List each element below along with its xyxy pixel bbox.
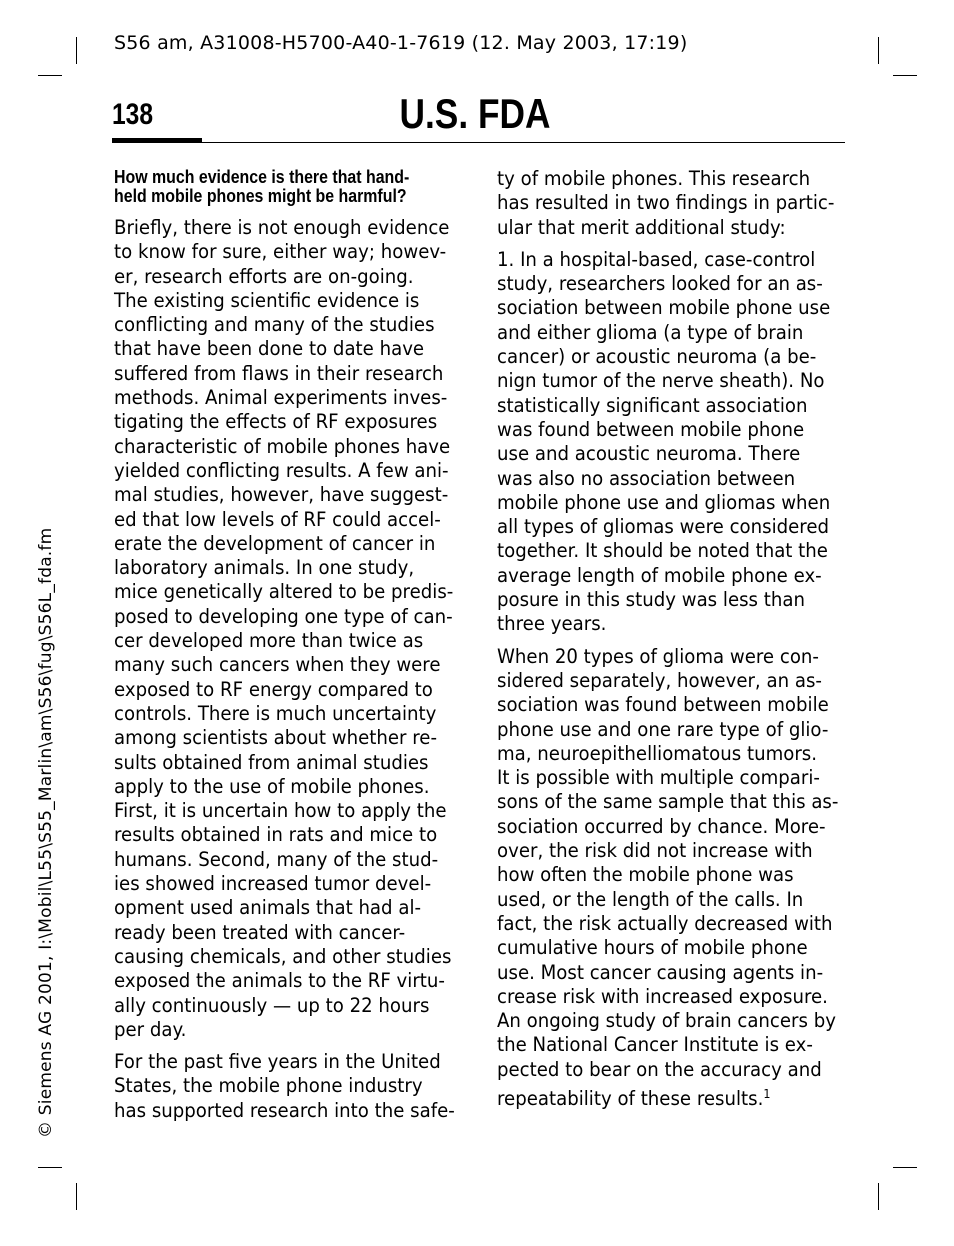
text-line <box>497 693 834 717</box>
text-line <box>114 969 449 993</box>
file-info-header: S56 am, A31008-H5700-A40-1-7619 (12. May 2003, 17:19) <box>114 32 688 54</box>
crop-mark <box>76 1183 77 1210</box>
text-line-content: together. It should be noted that the <box>497 539 828 563</box>
text-line-content: study, researchers looked for an as- <box>497 272 823 296</box>
text-line <box>497 345 834 369</box>
text-line-content: statistically significant association <box>497 393 808 417</box>
text-line-content: sons of the same sample that this as- <box>497 790 839 814</box>
text-line-content: erate the development of cancer in <box>114 531 436 555</box>
text-line <box>114 872 449 896</box>
text-line <box>114 799 449 823</box>
text-line <box>497 815 834 839</box>
text-line-content: repeatability of these results. <box>497 1086 764 1110</box>
text-line <box>114 994 449 1018</box>
text-line <box>114 410 449 434</box>
text-line-content: use and acoustic neuroma. There <box>497 442 801 466</box>
crop-mark <box>893 1167 917 1168</box>
text-line-content: exposed the animals to the RF virtu- <box>114 969 445 993</box>
paragraph <box>114 1050 474 1123</box>
text-line <box>114 726 449 750</box>
text-line <box>114 751 449 775</box>
text-line-content: opment used animals that had al- <box>114 896 422 920</box>
footnote-marker: 1 <box>763 1086 771 1101</box>
text-line <box>497 442 834 466</box>
text-line <box>497 296 834 320</box>
text-line <box>114 313 449 337</box>
paragraph <box>497 644 859 1110</box>
text-line <box>114 921 449 945</box>
text-line-content: yielded conflicting results. A few ani- <box>114 458 449 482</box>
text-line <box>114 362 449 386</box>
text-line <box>114 483 449 507</box>
text-line <box>114 265 449 289</box>
text-line-content: cumulative hours of mobile phone <box>497 936 808 960</box>
text-line-content: characteristic of mobile phones have <box>114 434 451 458</box>
text-line <box>497 191 834 215</box>
text-line-content: suffered from flaws in their research <box>114 361 444 385</box>
text-line-content: conflicting and many of the studies <box>114 313 435 337</box>
text-line-content: has supported research into the safe- <box>114 1098 455 1122</box>
text-line-content: to know for sure, either way; howev- <box>114 240 447 264</box>
text-line-content: average length of mobile phone ex- <box>497 563 822 587</box>
text-line-content: per day. <box>114 1017 187 1041</box>
paragraph <box>114 216 474 1042</box>
text-line-content: phone use and one rare type of glio- <box>497 717 829 741</box>
text-line <box>497 863 834 887</box>
text-line <box>497 718 834 742</box>
text-line-content: laboratory animals. In one study, <box>114 556 415 580</box>
text-line-content: all types of gliomas were considered <box>497 515 830 539</box>
text-line <box>497 985 834 1009</box>
text-line <box>114 240 449 264</box>
text-line-content: apply to the use of mobile phones. <box>114 774 430 798</box>
text-line <box>114 1098 455 1123</box>
text-line-content: sults obtained from animal studies <box>114 750 429 774</box>
text-line <box>497 515 834 539</box>
text-line <box>114 775 449 799</box>
text-line <box>497 167 834 191</box>
paragraph <box>497 248 859 637</box>
text-line-content: The existing scientific evidence is <box>114 288 420 312</box>
text-line-content: sociation was found between mobile <box>497 693 829 717</box>
text-line <box>497 766 834 790</box>
text-line <box>497 369 834 393</box>
page-number: 138 <box>112 98 154 131</box>
text-line <box>114 459 449 483</box>
text-line <box>114 508 449 532</box>
crop-mark <box>38 75 62 76</box>
text-line-content: First, it is uncertain how to apply the <box>114 799 447 823</box>
text-line-content: exposed to RF energy compared to <box>114 677 433 701</box>
text-line <box>114 702 449 726</box>
text-line-content: was found between mobile phone <box>497 417 805 441</box>
text-line-content: ed that low levels of RF could accel- <box>114 507 441 531</box>
text-line-content: use. Most cancer causing agents in- <box>497 960 824 984</box>
text-line-content: mal studies, however, have suggest- <box>114 483 449 507</box>
text-line <box>114 435 449 459</box>
side-copyright: © Siemens AG 2001, I:\Mobil\L55\S55_Marlin\am\S56\fug\S56L_fda.fm <box>36 527 56 1138</box>
text-line <box>114 653 449 677</box>
text-line-content: sociation occurred by chance. More- <box>497 814 826 838</box>
text-line-content: three years. <box>497 612 607 636</box>
text-line <box>497 491 834 515</box>
text-line-content: It is possible with multiple compari- <box>497 766 820 790</box>
text-line-content: 1. In a hospital-based, case-control <box>497 247 816 271</box>
text-line <box>497 839 834 863</box>
text-line <box>114 944 452 969</box>
text-line <box>114 216 449 240</box>
text-line-content: sidered separately, however, an as- <box>497 668 822 692</box>
crop-mark <box>878 1183 879 1210</box>
text-line <box>497 539 834 563</box>
heading-line: How much evidence is there that hand- <box>114 166 410 187</box>
text-line <box>497 394 834 418</box>
text-line <box>114 896 449 920</box>
text-line-content: controls. There is much uncertainty <box>114 701 437 725</box>
text-line <box>114 1018 449 1042</box>
text-line-content: causing chemicals, and other studies <box>114 944 452 968</box>
text-line-content: ready been treated with cancer- <box>114 920 406 944</box>
crop-mark <box>878 37 879 64</box>
text-line <box>497 1058 834 1082</box>
text-line-content: among scientists about whether re- <box>114 726 437 750</box>
text-line-content: pected to bear on the accuracy and <box>497 1057 822 1081</box>
text-line-content: mice genetically altered to be predis- <box>114 580 454 604</box>
text-line-content: many such cancers when they were <box>114 653 441 677</box>
text-line <box>114 823 449 847</box>
text-line <box>497 216 834 240</box>
text-line <box>497 272 834 296</box>
text-line <box>497 888 834 912</box>
text-line-content: States, the mobile phone industry <box>114 1074 423 1098</box>
text-line <box>114 604 453 629</box>
text-line <box>497 321 834 345</box>
text-line-content: over, the risk did not increase with <box>497 839 813 863</box>
text-line-content: cancer) or acoustic neuroma (a be- <box>497 345 817 369</box>
text-line <box>114 1050 449 1074</box>
text-line <box>114 629 449 653</box>
text-line <box>114 289 449 313</box>
text-line <box>114 532 449 556</box>
text-line <box>497 467 834 491</box>
text-line-content: cer developed more than twice as <box>114 629 424 653</box>
text-line-content: used, or the length of the calls. In <box>497 887 804 911</box>
text-line <box>497 564 834 588</box>
crop-mark <box>76 37 77 64</box>
text-line <box>497 1009 834 1033</box>
text-line-content: results obtained in rats and mice to <box>114 823 438 847</box>
text-line <box>497 912 834 936</box>
crop-mark <box>38 1167 62 1168</box>
right-column <box>497 167 859 1114</box>
text-line <box>114 1074 449 1098</box>
text-line-content: posed to developing one type of can- <box>114 604 453 628</box>
paragraph <box>497 167 859 240</box>
text-line-content: tigating the effects of RF exposures <box>114 410 438 434</box>
text-line-content: crease risk with increased exposure. <box>497 984 828 1008</box>
text-line-content: nign tumor of the nerve sheath). No <box>497 369 825 393</box>
text-line-content: posure in this study was less than <box>497 588 805 612</box>
left-column <box>114 167 474 1131</box>
text-line-content: ally continuously — up to 22 hours <box>114 993 430 1017</box>
section-heading <box>114 167 462 205</box>
text-line-content: has resulted in two findings in partic- <box>497 191 835 215</box>
text-line-content: mobile phone use and gliomas when <box>497 490 831 514</box>
text-line <box>497 418 834 442</box>
text-line <box>497 961 834 985</box>
text-line-content: fact, the risk actually decreased with <box>497 911 833 935</box>
text-line-content: sociation between mobile phone use <box>497 296 831 320</box>
text-line-content: ma, neuroepithelliomatous tumors. <box>497 741 818 765</box>
text-line-content: For the past five years in the United <box>114 1050 441 1074</box>
text-line <box>497 248 834 272</box>
text-line <box>114 337 449 361</box>
text-line-content: er, research efforts are on-going. <box>114 264 414 288</box>
text-line-content: When 20 types of glioma were con- <box>497 644 819 668</box>
text-line <box>114 386 449 410</box>
text-line <box>114 580 454 604</box>
text-line-content: that have been done to date have <box>114 337 425 361</box>
text-line-content: how often the mobile phone was <box>497 863 794 887</box>
text-line <box>497 1033 834 1057</box>
text-line <box>497 645 834 669</box>
title-rule <box>112 142 845 143</box>
text-line-content: Briefly, there is not enough evidence <box>114 216 450 239</box>
text-line-content: ty of mobile phones. This research <box>497 167 811 190</box>
text-line-content: the National Cancer Institute is ex- <box>497 1033 813 1057</box>
text-line-content: was also no association between <box>497 466 796 490</box>
text-line <box>497 790 839 814</box>
text-line-content: and either glioma (a type of brain <box>497 320 804 344</box>
text-line-content: humans. Second, many of the stud- <box>114 847 439 871</box>
text-line-content: ular that merit additional study: <box>497 215 786 239</box>
text-line-content: methods. Animal experiments inves- <box>114 386 448 410</box>
text-line-content: ies showed increased tumor devel- <box>114 872 432 896</box>
text-line <box>497 936 834 960</box>
text-line <box>114 848 449 872</box>
text-line-content: An ongoing study of brain cancers by <box>497 1009 836 1033</box>
text-line <box>497 669 834 693</box>
text-line <box>497 588 834 612</box>
page-title: U.S. FDA <box>399 90 551 137</box>
text-line <box>114 678 449 702</box>
heading-line: held mobile phones might be harmful? <box>114 185 407 206</box>
text-line <box>114 556 449 580</box>
text-line <box>497 612 834 636</box>
text-line <box>497 742 834 766</box>
text-line <box>497 1082 834 1110</box>
crop-mark <box>893 75 917 76</box>
